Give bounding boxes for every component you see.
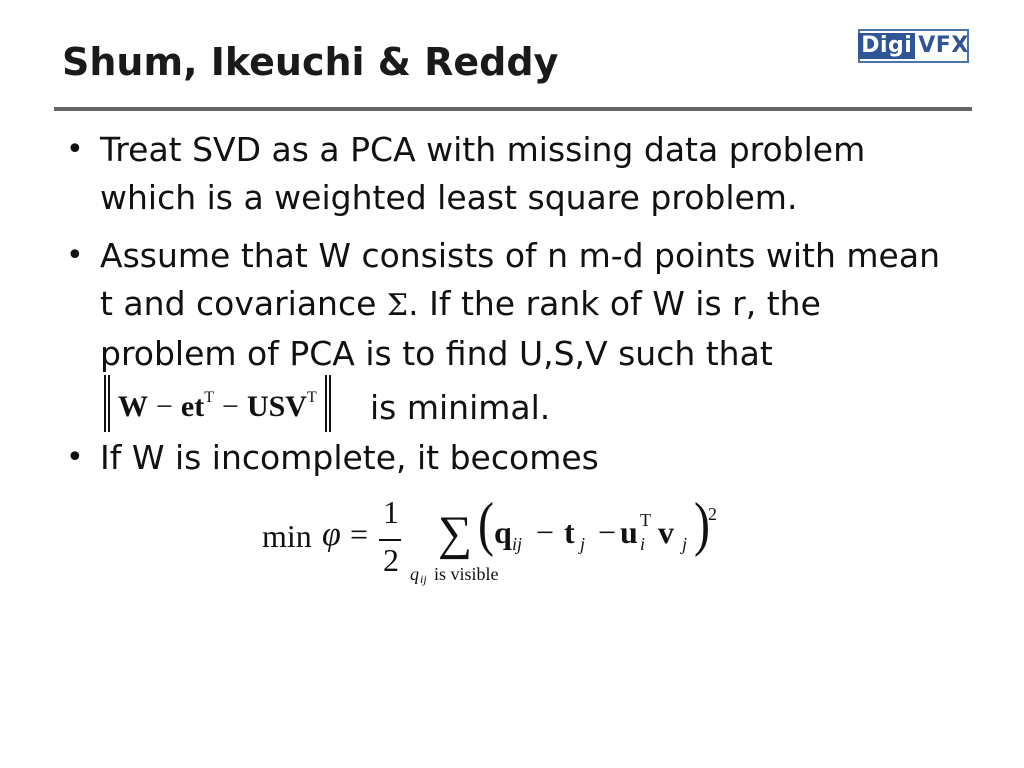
formula-w: W xyxy=(118,389,148,423)
left-paren: ( xyxy=(478,491,494,558)
sum-sub-q: q xyxy=(410,564,419,584)
slide-title: Shum, Ikeuchi & Reddy xyxy=(62,40,559,84)
logo-vfx-text: VFX xyxy=(918,33,969,58)
formula-trailing-text: is minimal. xyxy=(370,388,551,427)
formula-t: t xyxy=(564,514,575,550)
sum-sub-text: is visible xyxy=(434,564,499,584)
formula-v: v xyxy=(658,514,674,550)
formula-sup-t-2: T xyxy=(306,388,317,406)
formula-power: 2 xyxy=(708,504,717,524)
formula-equals: = xyxy=(350,516,369,552)
formula-v-sub: j xyxy=(682,534,688,554)
bullet-text-part2: . If the rank of W is r, the problem of PCA is to find U,S,V such that xyxy=(100,284,821,373)
formula-q-sub: ij xyxy=(512,534,523,554)
digivfx-logo xyxy=(858,29,969,63)
formula-sup-t-1: T xyxy=(204,388,215,406)
bullet-dot-icon: • xyxy=(66,440,84,475)
bullet-item-assume-w xyxy=(66,232,956,376)
formula-u-sub: i xyxy=(640,534,646,554)
formula-u: u xyxy=(620,514,638,550)
bullet-list xyxy=(66,126,956,492)
bullet-dot-icon: • xyxy=(66,238,84,273)
bullet-dot-icon: • xyxy=(66,132,84,167)
formula-minus-1: − xyxy=(156,389,173,423)
logo-digi-text: Digi xyxy=(858,33,915,59)
bullet-text: If W is incomplete, it becomes xyxy=(100,438,599,477)
sigma-symbol: Σ xyxy=(386,288,409,323)
bullet-item-svd-pca xyxy=(66,126,956,222)
formula-minus-4: − xyxy=(598,514,617,550)
formula-min: min xyxy=(262,518,312,554)
bullet-text-part1: Assume that W consists of n m-d points with mean t and covariance xyxy=(100,236,940,323)
right-paren: ) xyxy=(694,491,710,558)
formula-u-sup: T xyxy=(640,510,651,530)
minimization-formula xyxy=(262,492,732,592)
norm-formula xyxy=(104,378,331,428)
norm-inner-bars xyxy=(108,375,327,432)
fraction-line xyxy=(379,539,401,541)
formula-minus-2: − xyxy=(222,389,239,423)
formula-t-sub: j xyxy=(580,534,586,554)
formula-q: q xyxy=(494,514,512,550)
formula-minus-3: − xyxy=(536,514,555,550)
bullet-item-incomplete xyxy=(66,434,956,482)
formula-et: et xyxy=(180,389,205,423)
sum-sub-ij: ij xyxy=(420,572,427,586)
formula-phi: φ xyxy=(322,516,341,553)
formula-numerator: 1 xyxy=(383,494,399,530)
title-divider xyxy=(54,107,972,111)
norm-outer-bars xyxy=(104,375,331,432)
formula-denominator: 2 xyxy=(383,542,399,578)
bullet-text: Treat SVD as a PCA with missing data problem which is a weighted least square problem. xyxy=(100,130,866,217)
summation-icon: ∑ xyxy=(438,507,473,560)
formula-usv: USV xyxy=(246,389,307,423)
